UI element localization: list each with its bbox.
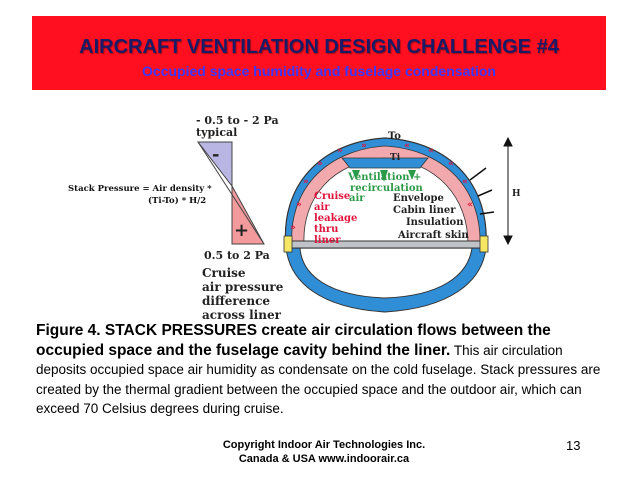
height-label: H [512,189,521,199]
svg-text:»: » [337,146,343,156]
insulation-label: Insulation [406,217,464,228]
cruise-leakage-line-2: air [314,202,330,213]
formula-line-1: Stack Pressure = Air density * [68,184,212,194]
overhead-duct [342,158,428,168]
floor-seal-right [480,236,488,252]
svg-text:»: » [296,200,302,210]
figure-caption [36,321,606,419]
positive-pressure-label: 0.5 to 2 Pa [204,249,270,262]
slide-title: AIRCRAFT VENTILATION DESIGN CHALLENGE #4 [79,36,559,58]
formula-line-2: (Ti-To) * H/2 [148,196,207,206]
svg-text:»: » [303,177,309,187]
cruise-pressure-line-2: air pressure [202,280,284,294]
cruise-pressure-line-1: Cruise [202,266,246,280]
aircraft-skin-label: Aircraft skin [398,230,469,241]
cruise-leakage-line-3: leakage [314,213,358,224]
svg-text:»: » [290,223,296,233]
minus-sign: - [212,144,220,165]
cruise-leakage-line-5: liner [314,235,341,246]
height-dimension [504,138,512,244]
copyright-line-1: Copyright Indoor Air Technologies Inc. [222,439,426,451]
cruise-leakage-line-1: Cruise [314,191,351,202]
copyright-footer [214,438,434,466]
copyright-line-2: Canada & USA www.indoorair.ca [238,453,410,465]
inside-temp-label: Ti [390,153,401,163]
slide-subtitle: Occupied space humidity and fuselage condensation [142,63,496,79]
svg-text:»: » [361,141,367,151]
cabin-liner-label: Cabin liner [393,205,456,216]
plus-sign: + [234,220,250,241]
svg-text:«: « [448,159,454,169]
svg-text:«: « [404,141,410,151]
outside-temp-label: To [388,131,401,142]
fuselage-bottom-insulation [286,248,486,312]
ventilation-label-2: recirculation [350,183,423,194]
negative-pressure-label: - 0.5 to - 2 Pa [196,114,279,127]
svg-text:«: « [467,200,473,210]
cruise-leakage-line-4: thru [314,224,339,235]
svg-text:«: « [428,146,434,156]
ventilation-label-1: Ventilation + [348,172,422,183]
svg-text:»: » [317,159,323,169]
cruise-pressure-line-3: difference [202,294,271,308]
floor-seal-left [284,236,292,252]
page-number: 13 [566,438,581,453]
caption-body: This air circulation deposits occupied space air humidity as condensate on the cold fuselage. Stack pressures are created by the thermal gradient between the occupied space and the outdoor air, which can exceed 70 Celsius degrees during cruise. [36,342,601,416]
negative-pressure-typical: typical [196,126,238,139]
envelope-label: Envelope [393,193,444,204]
cruise-pressure-line-4: across liner [202,308,281,322]
svg-text:«: « [462,177,468,187]
ventilation-label-3: air [349,193,365,204]
caption-lead: Figure 4. STACK PRESSURES create air circulation flows between the occupied space and the fuselage cavity behind the liner. [36,322,551,359]
